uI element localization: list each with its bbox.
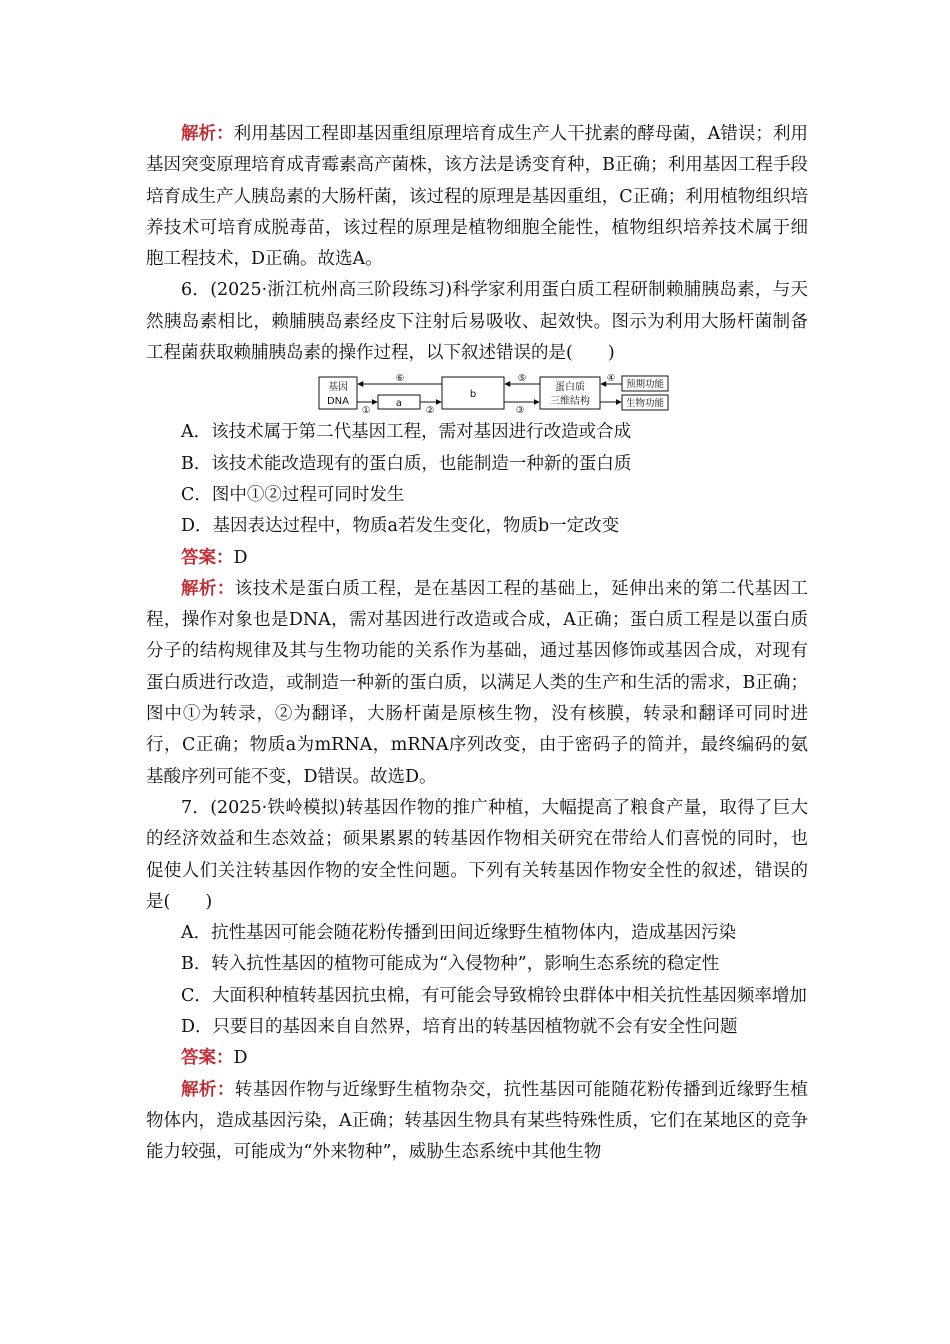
analysis-label: 解析： [181, 124, 234, 144]
step5-label: ⑤ [517, 373, 527, 385]
q7-analysis [146, 1075, 808, 1169]
q6-option-d: D．基因表达过程中，物质a若发生变化，物质b一定改变 [181, 516, 620, 537]
q7-option-c: C．大面积种植转基因抗虫棉，有可能会导致棉铃虫群体中相关抗性基因频率增加 [181, 985, 807, 1006]
q6-option-b: B．该技术能改造现有的蛋白质，也能制造一种新的蛋白质 [181, 453, 632, 474]
q7-option-d: D．只要目的基因来自自然界，培育出的转基因植物就不会有安全性问题 [181, 1017, 738, 1038]
protein-label-2: 三维结构 [550, 396, 590, 408]
content-column [146, 119, 808, 1169]
gene-dna-label-1: 基因 [328, 382, 348, 394]
answer-label: 答案： [181, 547, 234, 568]
q7-answer [146, 1043, 808, 1074]
step3-label: ③ [515, 405, 525, 414]
expected-function-label: 预期功能 [625, 379, 665, 391]
box-a-label: a [395, 398, 403, 410]
protein-label-1: 蛋白质 [555, 382, 585, 394]
q6-option-c: C．图中①②过程可同时发生 [181, 484, 405, 505]
step4-label: ④ [606, 373, 616, 385]
step2-label: ② [425, 405, 435, 414]
analysis-text: 转基因作物与近缘野生植物杂交，抗性基因可能随花粉传播到近缘野生植物体内，造成基因污染，A正确；转基因生物具有某些特殊性质，它们在某地区的竞争能力较强，可能成为“外来物种”，威胁生态系统中其他生物 [146, 1079, 808, 1163]
q5-analysis [146, 119, 808, 275]
analysis-label: 解析： [181, 578, 235, 599]
q7-option-b: B．转入抗性基因的植物可能成为“入侵物种”，影响生态系统的稳定性 [181, 954, 720, 975]
q7-stem: 7．(2025·铁岭模拟)转基因作物的推广种植，大幅提高了粮食产量，取得了巨大的经济效益和生态效益；硕果累累的转基因作物相关研究在带给人们喜悦的同时，也促使人们关注转基因作物的安全性问题。下列有关转基因作物安全性的叙述，错误的是( ) [146, 797, 808, 912]
protein-engineering-diagram [318, 373, 670, 413]
step6-label: ⑥ [395, 373, 405, 385]
q7-option-a: A．抗性基因可能会随花粉传播到田间近缘野生植物体内，造成基因污染 [181, 923, 737, 944]
q6-option-a: A．该技术属于第二代基因工程，需对基因进行改造或合成 [181, 422, 632, 443]
biological-function-label: 生物功能 [625, 398, 665, 410]
answer-value: D [233, 547, 248, 568]
q6-analysis [146, 574, 808, 793]
box-b-label: b [469, 389, 477, 401]
answer-label: 答案： [181, 1048, 234, 1069]
gene-dna-label-2: DNA [326, 396, 350, 408]
answer-value: D [233, 1048, 248, 1069]
analysis-text: 利用基因工程即基因重组原理培育成生产人干扰素的酵母菌，A错误；利用基因突变原理培育成青霉素高产菌株，该方法是诱变育种，B正确；利用基因工程手段培育成生产人胰岛素的大肠杆菌，该过程的原理是基因重组，C正确；利用植物组织培养技术可培育成脱毒苗，该过程的原理是植物细胞全能性，植物组织培养技术属于细胞工程技术，D正确。故选A。 [146, 124, 809, 270]
step1-label: ① [361, 405, 371, 414]
analysis-label: 解析： [181, 1079, 235, 1100]
q6-stem: 6．(2025·浙江杭州高三阶段练习)科学家利用蛋白质工程研制赖脯胰岛素，与天然胰岛素相比，赖脯胰岛素经皮下注射后易吸收、起效快。图示为利用大肠杆菌制备工程菌获取赖脯胰岛素的操作过程，以下叙述错误的是( ) [146, 280, 808, 364]
q6-answer [146, 543, 808, 574]
analysis-text: 该技术是蛋白质工程，是在基因工程的基础上，延伸出来的第二代基因工程，操作对象也是DNA，需对基因进行改造或合成，A正确；蛋白质工程是以蛋白质分子的结构规律及其与生物功能的关系作为基础，通过基因修饰或基因合成，对现有蛋白质进行改造，或制造一种新的蛋白质，以满足人类的生产和生活的需求，B正确；图中①为转录，②为翻译，大肠杆菌是原核生物，没有核膜，转录和翻译可同时进行，C正确；物质a为mRNA，mRNA序列改变，由于密码子的简并，最终编码的氨基酸序列可能不变，D错误。故选D。 [146, 578, 808, 787]
